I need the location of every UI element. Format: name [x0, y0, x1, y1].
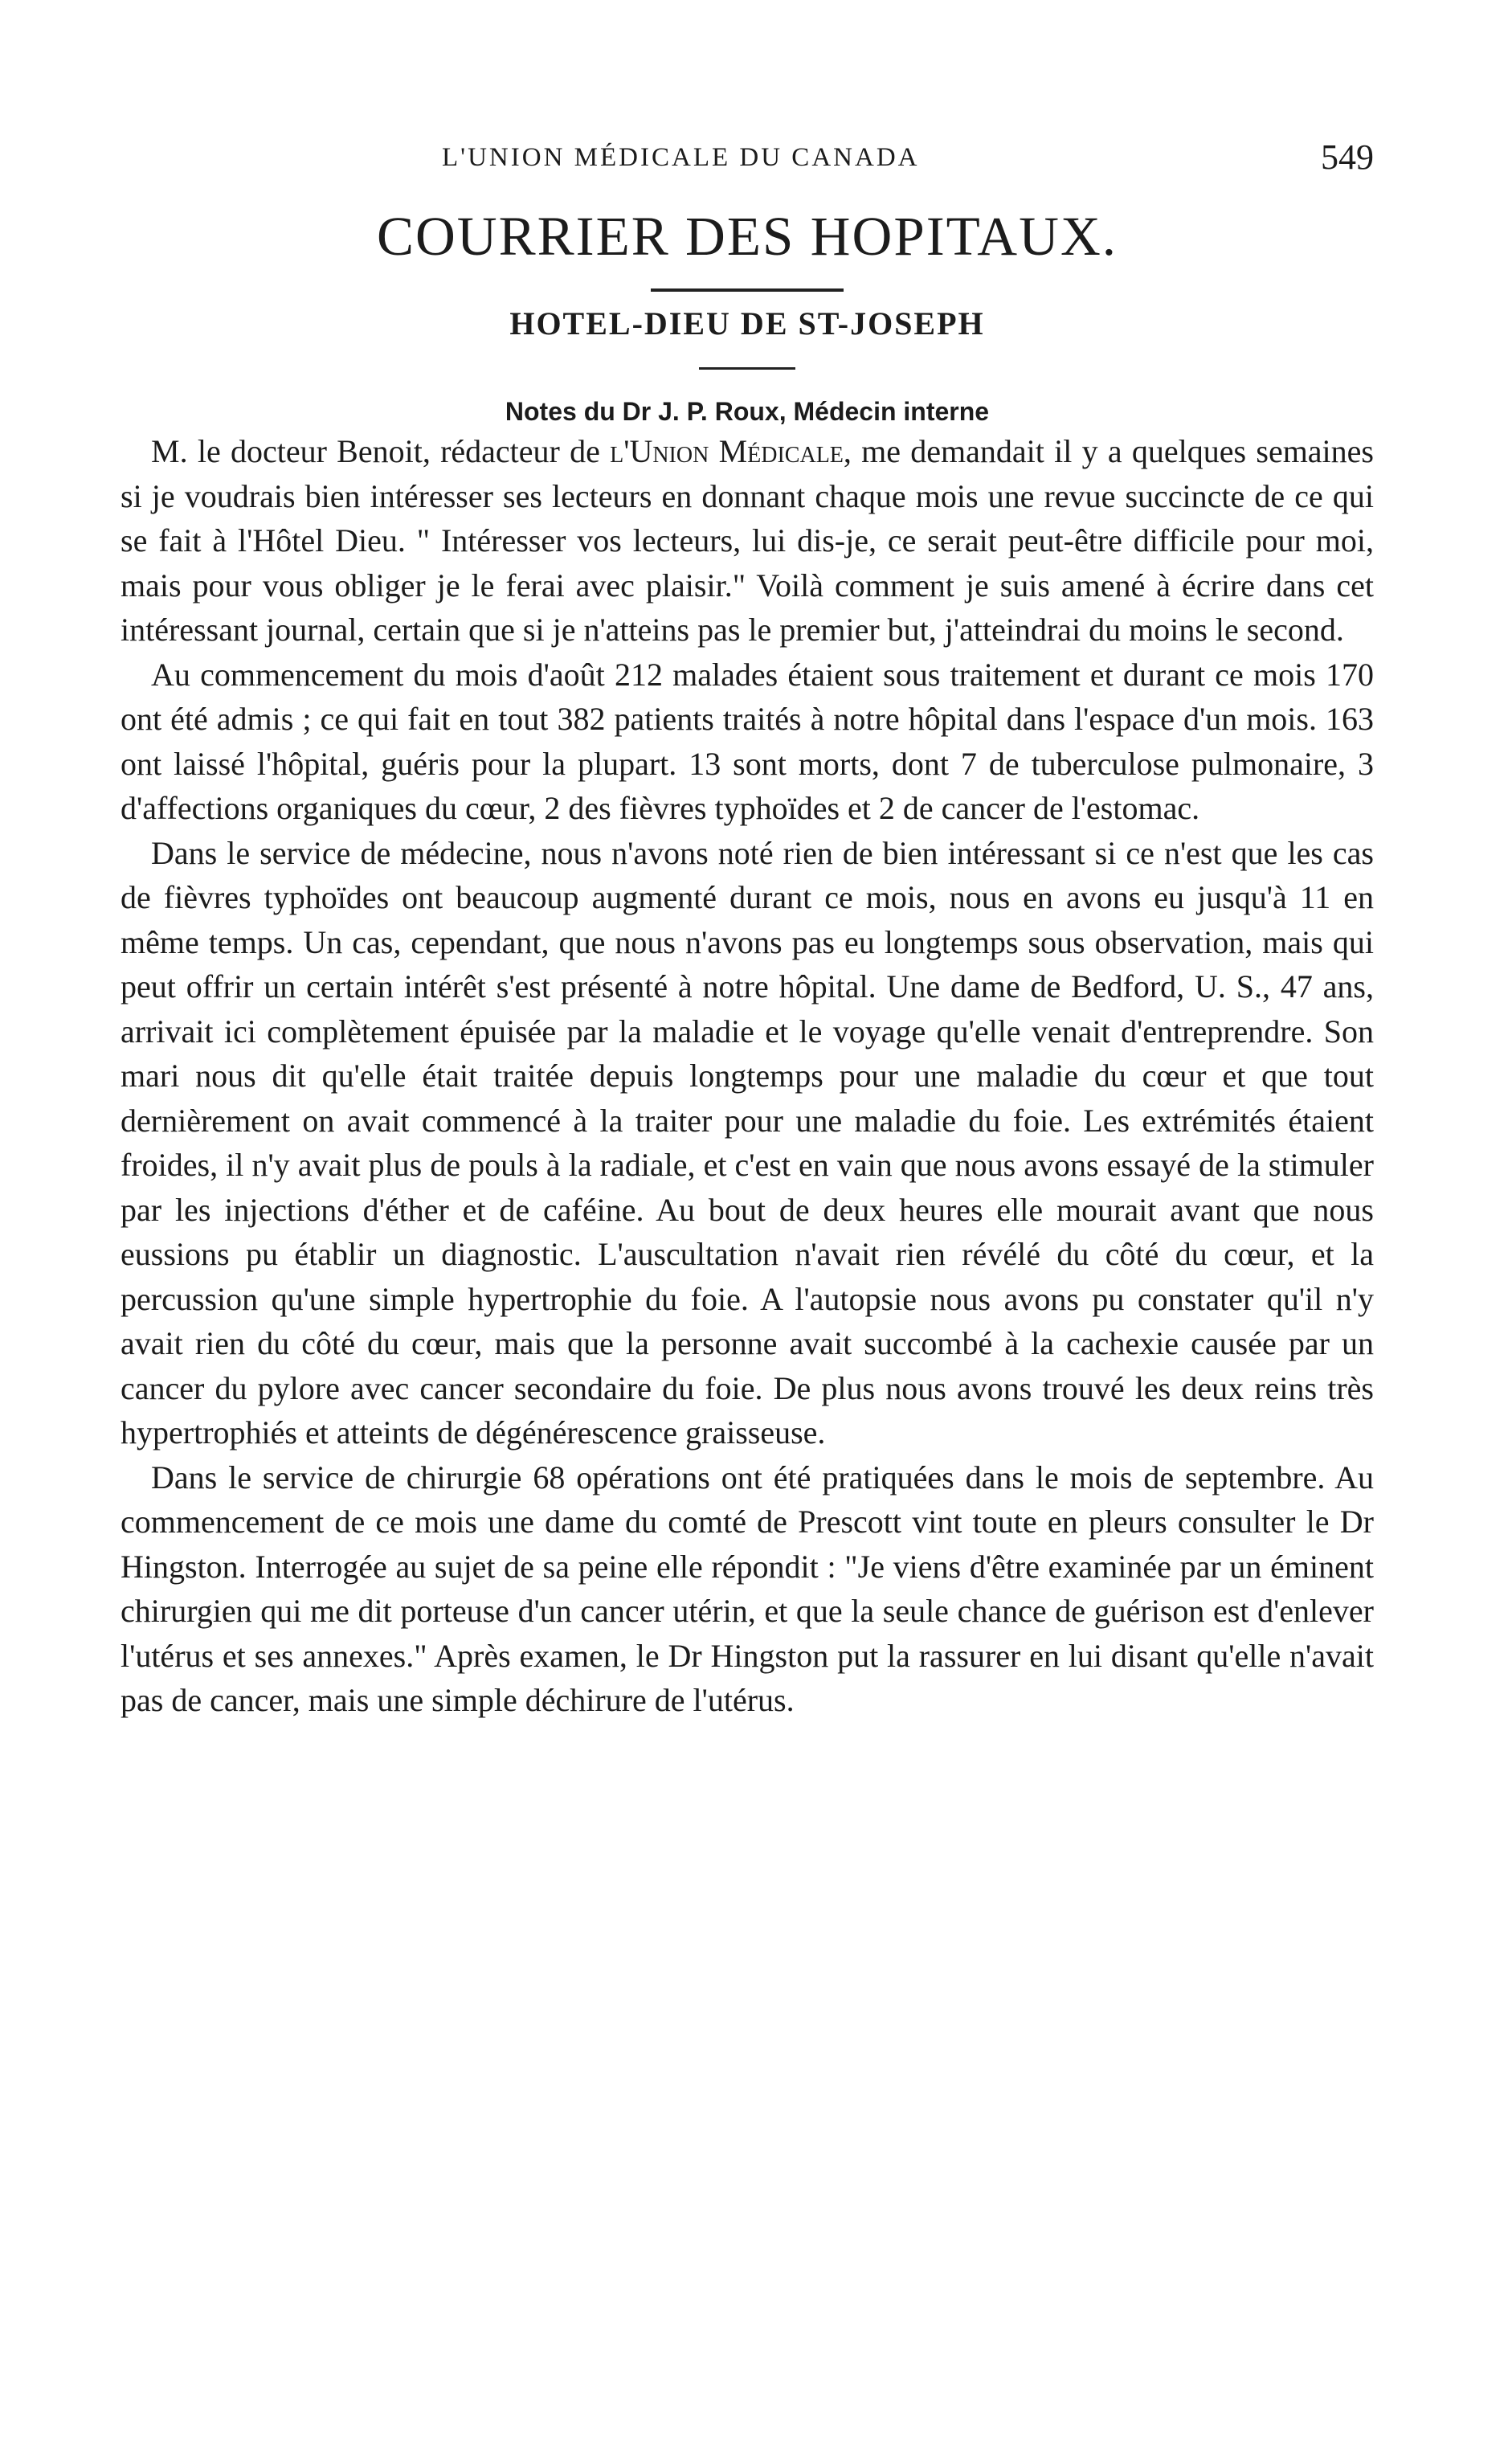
title-divider	[651, 288, 844, 292]
paragraph: Au commencement du mois d'août 212 malades étaient sous traitement et durant ce mois 170 ont été admis ; ce qui fait en tout 382 patients traités à notre hôpital dans l'espace d'un mois. 163 ont laissé l'hôpital, guéris pour la plupart. 13 sont morts, dont 7 de tuberculose pulmonaire, 3 d'affections organiques du cœur, 2 des fièvres typhoïdes et 2 de cancer de l'estomac.	[121, 656, 1374, 826]
paragraph	[121, 429, 1374, 653]
paragraph: Dans le service de chirurgie 68 opérations ont été pratiquées dans le mois de septembre. Au commencement de ce mois une dame du comté de Prescott vint toute en pleurs consulter le Dr Hingston. Interrogée au sujet de sa peine elle répondit : "Je viens d'être examinée par un éminent chirurgien qui me dit porteuse d'un cancer utérin, et que la seule chance de guérison est d'enlever l'utérus et ses annexes." Après examen, le Dr Hingston put la rassurer en lui disant qu'elle n'avait pas de cancer, mais une simple déchirure de l'utérus.	[121, 1459, 1374, 1718]
paragraph-text: M. le docteur Benoit, rédacteur de	[151, 433, 611, 469]
journal-name: l'Union Médicale	[610, 433, 844, 469]
paragraph: Dans le service de médecine, nous n'avons noté rien de bien intéressant si ce n'est que les cas de fièvres typhoïdes ont beaucoup augmenté durant ce mois, nous en avons eu jusqu'à 11 en même temps. Un cas, cependant, que nous n'avons pas eu longtemps sous observation, mais qui peut offrir un certain intérêt s'est présenté à notre hôpital. Une dame de Bedford, U. S., 47 ans, arrivait ici complètement épuisée par la maladie et le voyage qu'elle venait d'entreprendre. Son mari nous dit qu'elle était traitée depuis longtemps pour une maladie du cœur et que tout dernièrement on avait commencé à la traiter pour une maladie du foie. Les extrémités étaient froides, il n'y avait plus de pouls à la radiale, et c'est en vain que nous avons essayé de la stimuler par les injections d'éther et de caféine. Au bout de deux heures elle mourait avant que nous eussions pu établir un diagnostic. L'auscultation n'avait rien révélé du côté du cœur, et la percussion qu'une simple hypertrophie du foie. A l'autopsie nous avons pu constater qu'il n'y avait rien du côté du cœur, mais que la personne avait succombé à la cachexie causée par un cancer du pylore avec cancer secondaire du foie. De plus nous avons trouvé les deux reins très hypertrophiés et atteints de dégénérescence graisseuse.	[121, 834, 1374, 1450]
page-number: 549	[1321, 137, 1374, 177]
section-title: COURRIER DES HOPITAUX.	[376, 206, 1118, 267]
running-head	[121, 121, 1374, 177]
paragraph-text: , me demandait il y a quelques semaines si je voudrais bien intéresser ses lecteurs en donnant chaque mois une revue succincte de ce qui se fait à l'Hôtel Dieu. " Intéresser vos lecteurs, lui dis-je, ce serait peut-être difficile pour moi, mais pour vous obliger je le ferai avec plaisir." Voilà comment je suis amené à écrire dans cet intéressant journal, certain que si je n'atteins pas le premier but, j'atteindrai du moins le second.	[121, 433, 1374, 648]
article-body	[121, 429, 1374, 1723]
article-subtitle: HOTEL-DIEU DE ST-JOSEPH	[509, 305, 985, 342]
journal-page	[121, 121, 1374, 1723]
article-byline: Notes du Dr J. P. Roux, Médecin interne	[505, 397, 990, 426]
subtitle-divider	[699, 367, 795, 370]
journal-title: L'UNION MÉDICALE DU CANADA	[442, 143, 920, 172]
